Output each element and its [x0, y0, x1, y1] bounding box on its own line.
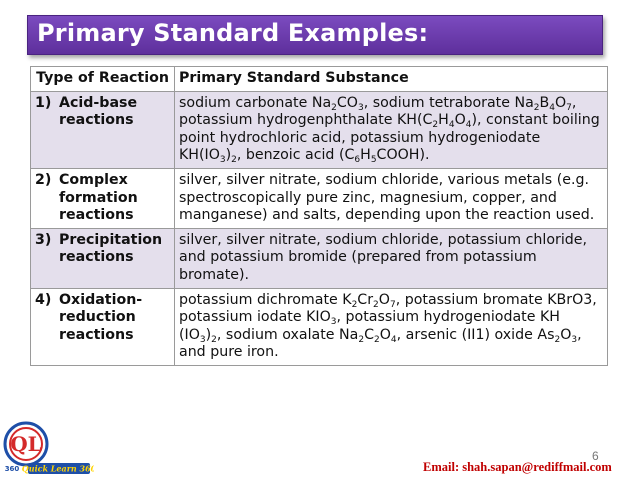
substance-cell: sodium carbonate $Na_2CO_3$, sodium tetraborate $Na_2B_4O_7$, potassium hydrogenphthalate $KH(C_2H_4O_4)$, constant boiling point hydrochloric acid, potassium hydrogeniodate $KH(IO_3)_2$, benzoic acid $(C_6H_5COOH)$.	[175, 91, 608, 168]
page-number: 6	[592, 449, 599, 463]
substance-cell: potassium dichromate $K_2Cr_2O_7$, potassium bromate KBrO3, potassium iodate $KIO_3$, potassium hydrogeniodate KH $(IO_3)_2$, sodium oxalate $Na_2C_2O_4$, arsenic (II1) oxide $As_2O_3$, and pure iron.	[175, 288, 608, 365]
author-email: Email: shah.sapan@rediffmail.com	[423, 460, 612, 474]
table-header-row	[31, 67, 608, 92]
reaction-type-cell	[31, 288, 175, 365]
reaction-type-cell	[31, 91, 175, 168]
substance-cell: silver, silver nitrate, sodium chloride, various metals (e.g. spectroscopically pure zinc, magnesium, copper, and manganese) and salts, depending upon the reaction used.	[175, 168, 608, 228]
table-row	[31, 228, 608, 288]
table-row	[31, 91, 608, 168]
reaction-type: Precipitation reactions	[59, 231, 163, 266]
primary-standards-table	[30, 66, 608, 366]
row-number: 3)	[35, 231, 52, 248]
logo-ring-text: 360	[4, 465, 20, 473]
reaction-type-cell	[31, 228, 175, 288]
reaction-type: Oxidation-reduction reactions	[59, 291, 143, 343]
slide-title-bar	[27, 15, 603, 55]
reaction-type: Complex formation reactions	[59, 171, 138, 224]
row-number: 2)	[35, 171, 52, 188]
logo-letters: QL	[10, 432, 42, 456]
reaction-type: Acid-base reactions	[59, 94, 138, 129]
row-number: 4)	[35, 291, 52, 308]
logo-tagline: Quick Learn 360	[21, 463, 94, 474]
header-type-of-reaction: Type of Reaction	[31, 67, 175, 92]
table-row	[31, 168, 608, 228]
row-number: 1)	[35, 94, 52, 111]
substance-cell: silver, silver nitrate, sodium chloride, potassium chloride, and potassium bromide (prepared from potassium bromate).	[175, 228, 608, 288]
table-row	[31, 288, 608, 365]
header-primary-standard-substance: Primary Standard Substance	[175, 67, 608, 92]
slide-title: Primary Standard Examples:	[37, 19, 429, 47]
quick-learn-360-logo	[2, 420, 94, 476]
reaction-type-cell	[31, 168, 175, 228]
